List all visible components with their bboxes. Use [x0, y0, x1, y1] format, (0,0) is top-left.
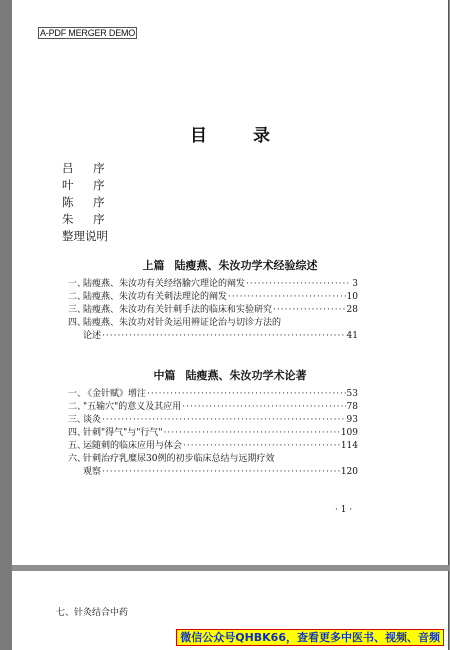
toc-entry-continued[interactable]: 观察 ····· 120 — [68, 466, 358, 479]
section-heading — [12, 367, 448, 383]
toc-entry[interactable]: 二、 陆瘦燕、朱汝功有关刺法理论的阐发 ····· 10 — [68, 291, 358, 304]
toc-page-number: 120 — [340, 467, 358, 477]
toc-page-number: 28 — [346, 305, 358, 315]
document-page-1 — [12, 0, 448, 565]
section-lead: 上篇 — [142, 259, 165, 272]
preface-item[interactable]: 叶 序 — [62, 178, 113, 192]
toc-entry[interactable]: 一、 陆瘦燕、朱汝功有关经络腧穴理论的阐发 ····· 3 — [68, 278, 358, 291]
toc-entry[interactable]: 四、 陆瘦燕、朱汝功对针灸运用辨证论治与切诊方法的 — [68, 318, 282, 328]
viewer-left-gutter — [0, 0, 12, 650]
toc-page-number: 53 — [346, 389, 358, 399]
toc-entry[interactable]: 三、 谈灸 ····· 93 — [68, 414, 358, 427]
toc-entry-continued[interactable]: 论述 ····· 41 — [68, 330, 358, 343]
preface-item[interactable]: 朱 序 — [62, 212, 113, 226]
preface-list — [62, 160, 113, 245]
section-title: 陆瘦燕、朱汝功学术经验综述 — [174, 259, 318, 272]
toc-page-number: 41 — [346, 331, 358, 341]
toc-list — [68, 278, 358, 343]
toc-page-number: 10 — [346, 292, 358, 302]
leader-dots — [102, 466, 340, 479]
toc-page-number: 114 — [340, 441, 358, 451]
page-title: 目 录 — [190, 126, 290, 146]
toc-page-number: 3 — [352, 279, 358, 289]
leader-dots — [147, 388, 346, 401]
toc-page-number: 93 — [346, 415, 358, 425]
leader-dots — [246, 278, 351, 291]
toc-entry[interactable]: 二、 "五输穴"的意义及其应用 ····· 78 — [68, 401, 358, 414]
toc-entry[interactable]: 五、 运随刺的临床应用与体会 ····· 114 — [68, 440, 358, 453]
leader-dots — [228, 291, 346, 304]
preface-item[interactable]: 吕 序 — [62, 161, 113, 175]
toc-page-number: 78 — [346, 402, 358, 412]
toc-entry[interactable]: 四、 针刺"得气"与"行气" ····· 109 — [68, 427, 358, 440]
preface-item[interactable]: 陈 序 — [62, 195, 113, 209]
leader-dots — [102, 414, 346, 427]
section-lead: 中篇 — [153, 369, 176, 382]
promo-banner: 微信公众号QHBK66，查看更多中医书、视频、音频 — [176, 629, 444, 646]
watermark-label: A-PDF MERGER DEMO — [40, 28, 136, 38]
leader-dots — [183, 440, 340, 453]
leader-dots — [102, 330, 346, 343]
toc-page-number: 109 — [340, 428, 358, 438]
next-page-toc-entry[interactable]: 七、针灸结合中药 — [56, 608, 129, 618]
toc-entry[interactable]: 三、 陆瘦燕、朱汝功有关针刺手法的临床和实验研究 ····· 28 — [68, 304, 358, 317]
toc-entry[interactable]: 六、 针刺治疗乳糜尿30例的初步临床总结与远期疗效 — [68, 454, 275, 464]
leader-dots — [164, 427, 340, 440]
toc-list — [68, 388, 358, 479]
section-heading — [12, 257, 448, 273]
preface-item[interactable]: 整理说明 — [62, 229, 108, 243]
section-title: 陆瘦燕、朱汝功学术论著 — [185, 369, 307, 382]
page-number: · 1 · — [335, 505, 353, 515]
leader-dots — [273, 304, 346, 317]
leader-dots — [182, 401, 345, 414]
toc-entry[interactable]: 一、 《金针赋》增注 ····· 53 — [68, 388, 358, 401]
